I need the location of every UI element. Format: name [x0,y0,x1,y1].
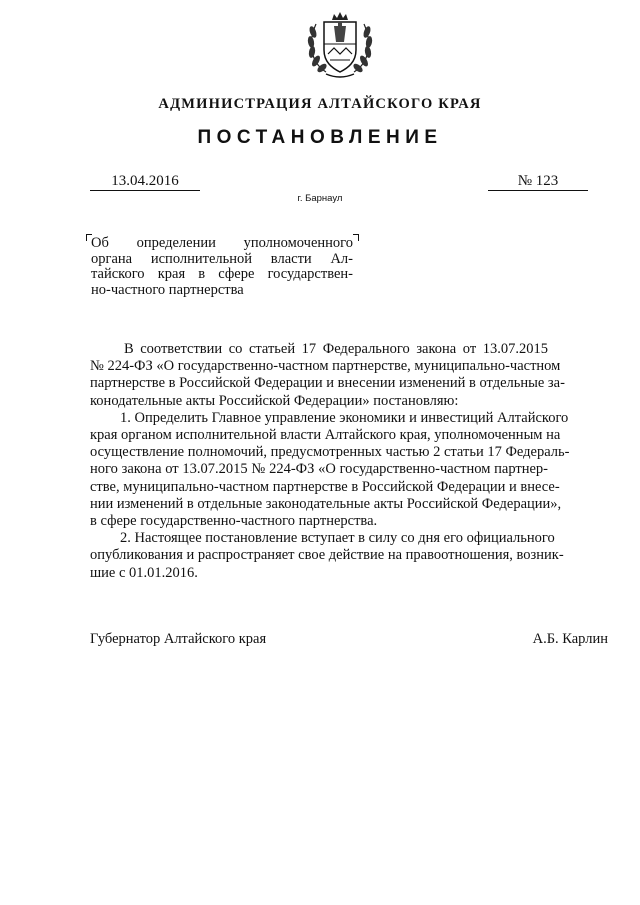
preamble-line: В соответствии со статьей 17 Федерального закона от 13.07.2015 [124,341,548,357]
subject-bracket-right [353,234,359,241]
item1-line: ного закона от 13.07.2015 № 224-ФЗ «О государственно-частном партнер- [90,461,548,478]
item2-line: 2. Настоящее постановление вступает в силу со дня его официального [120,530,555,547]
item2-line: опубликования и распространяет свое действие на правоотношения, возник- [90,547,564,564]
document-body [90,341,570,582]
document-type-title: ПОСТАНОВЛЕНИЕ [197,127,443,148]
coat-of-arms-icon [300,10,380,82]
item1-line: нии изменений в отдельные законодательные акты Российской Федерации», [90,495,562,512]
item1-line: 1. Определить Главное управление экономики и инвестиций Алтайского [120,409,569,426]
subject-line: Об определении уполномоченного [91,235,353,251]
item1-line: стве, муниципально-частном партнерстве в Российской Федерации и внесе- [90,478,560,495]
subject-line: тайского края в сфере государствен- [91,266,353,282]
subject-line: но-частного партнерства [91,281,244,298]
document-subject [91,236,353,298]
signatory-position: Губернатор Алтайского края [90,631,267,647]
preamble-line: партнерстве в Российской Федерации и внесении изменений в отдельные за- [90,375,565,392]
document-date: 13.04.2016 [90,172,200,191]
signatory-name: А.Б. Карлин [532,631,608,647]
item1-line: края органом исполнительной власти Алтайского края, уполномоченным на [90,427,561,444]
item2-line: шие с 01.01.2016. [90,564,198,581]
city-label: г. Барнаул [297,193,343,204]
document-number: № 123 [488,172,588,191]
item1-line: в сфере государственно-частного партнерства. [90,513,378,530]
preamble-line: конодательные акты Российской Федерации» постановляю: [90,392,459,409]
preamble-line: № 224-ФЗ «О государственно-частном партнерстве, муниципально-частном [90,358,561,375]
item1-line: осуществление полномочий, предусмотренных частью 2 статьи 17 Федераль- [90,444,570,461]
organization-name: АДМИНИСТРАЦИЯ АЛТАЙСКОГО КРАЯ [158,96,482,112]
subject-line: органа исполнительной власти Ал- [91,250,353,267]
